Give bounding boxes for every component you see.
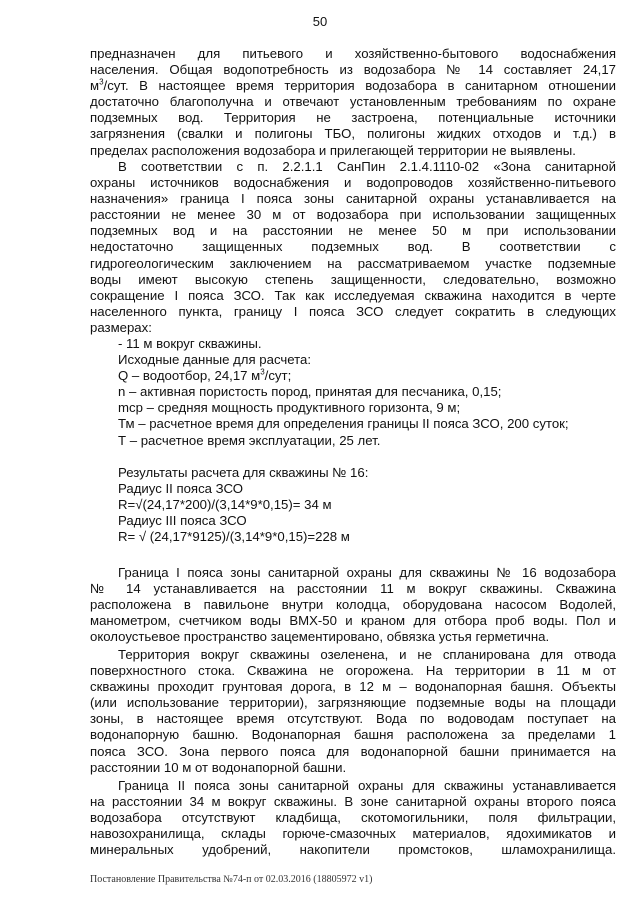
text-line: поверхностного стока. Скважина не огорожена. На территории в 11 м от (90, 663, 616, 679)
text-line: предназначен для питьевого и хозяйственно-бытового водоснабжения (90, 46, 616, 61)
text-line: размерах: (90, 319, 152, 335)
text-line: R=√(24,17*200)/(3,14*9*0,15)= 34 м (118, 497, 332, 513)
text-line: подземных вод. Территория не застроена, потенциальные источники (90, 110, 616, 126)
text-line: загрязнения (свалки и полигоны ТБО, полигоны жидких отходов и т.д.) в (90, 126, 616, 142)
paragraph-intro (90, 46, 616, 159)
text-line: манометром, счетчиком воды ВМХ-50 и краном для отбора проб воды. Пол и (90, 613, 616, 629)
text-line: Q – водоотбор, 24,17 $м^3$/сут; (118, 367, 292, 384)
text-line: Радиус II пояса ЗСО (118, 481, 243, 497)
text-line: недостаточно защищенных подземных вод. В соответствии с (90, 239, 616, 255)
text-line: водонапорную башню. Водонапорная башня расположена за пределами 1 (90, 727, 616, 743)
text-line: на расстоянии 34 м вокруг скважины. В зоне санитарной охраны второго пояса (90, 794, 616, 810)
text-line: навозохранилища, склады горюче-смазочных материалов, ядохимикатов и (90, 826, 616, 842)
text-line: охраны источников водоснабжения и водопроводов хозяйственно-питьевого (90, 175, 616, 191)
paragraph-zone1 (90, 565, 616, 645)
text-line: назначения» граница I пояса зоны санитарной охраны устанавливается на (90, 191, 616, 207)
text-line: населенного пункта, границу I пояса ЗСО следует сократить в следующих (90, 303, 616, 319)
text-line: водозабора отсутствуют кладбища, скотомогильники, поля фильтрации, (90, 810, 616, 826)
calc-initial-data (118, 336, 640, 449)
text-line: № 14 устанавливается на расстоянии 11 м вокруг скважины. Скважина (90, 581, 616, 597)
text-line: $м^3$/сут. В настоящее время территория водозабора в санитарном отношении (90, 77, 616, 94)
text-line: пояса ЗСО. Зона первого пояса для водонапорной башни принимается на (90, 743, 616, 759)
text-line: Т – расчетное время эксплуатации, 25 лет. (118, 432, 381, 448)
text-line: Территория вокруг скважины озеленена, и не спланирована для отвода (118, 647, 616, 662)
text-line: подземных вод и на расстоянии не менее 50 м при использовании (90, 223, 616, 239)
text-line: околоустьевое пространство зацементировано, обвязка устья герметична. (90, 629, 550, 645)
text-line: Граница II пояса зоны санитарной охраны для скважины устанавливается (118, 778, 616, 793)
text-line: зоны, в настоящее время отсутствуют. Вода по водоводам поступает на (90, 711, 616, 727)
calc-results (118, 465, 640, 545)
text-line: n – активная пористость пород, принятая для песчаника, 0,15; (118, 384, 502, 400)
text-line: минеральных удобрений, накопители промстоков, шламохранилища. (90, 842, 616, 858)
text-line: - 11 м вокруг скважины. (118, 336, 262, 351)
text-line: Исходные данные для расчета: (118, 352, 312, 368)
paragraph-zone2 (90, 778, 616, 858)
text-line: (или использование территории), загрязняющие подземные воды на площади (90, 695, 616, 711)
text-line: гидрогеологическим заключением на рассматриваемом участке подземные (90, 255, 616, 271)
text-line: скважины проходит грунтовая дорога, в 12 м – водонапорная башня. Объекты (90, 679, 616, 695)
text-line: расстоянии не менее 30 м от водозабора при использовании защищенных (90, 207, 616, 223)
text-line: Результаты расчета для скважины № 16: (118, 465, 369, 480)
text-line: воды имеют высокую степень защищенности, следовательно, возможно (90, 271, 616, 287)
text-line: расстоянии 10 м от водонапорной башни. (90, 759, 347, 775)
footer-note: Постановление Правительства №74-п от 02.03.2016 (18805972 v1) (90, 874, 373, 885)
text-line: населения. Общая водопотребность из водозабора № 14 составляет 24,17 (90, 62, 616, 78)
text-line: Радиус III пояса ЗСО (118, 513, 247, 529)
paragraph-sanpin (90, 159, 616, 336)
text-line: расположена в павильоне внутри колодца, оборудована насосом Водолей, (90, 597, 616, 613)
page-number: 50 (312, 14, 328, 29)
text-line: Граница I пояса зоны санитарной охраны для скважины № 16 водозабора (118, 565, 616, 580)
text-line: mср – средняя мощность продуктивного горизонта, 9 м; (118, 400, 461, 416)
text-line: В соответствии с п. 2.2.1.1 СанПин 2.1.4.1110-02 «Зона санитарной (118, 159, 616, 174)
text-line: пределах расположения водозабора и прилегающей территории не выявлены. (90, 142, 576, 158)
text-line: R= √ (24,17*9125)/(3,14*9*0,15)=228 м (118, 529, 350, 545)
text-line: достаточно благополучна и отвечают установленным требованиям по охране (90, 94, 616, 110)
text-line: сокращение I пояса ЗСО. Так как исследуемая скважина находится в черте (90, 287, 616, 303)
paragraph-territory (90, 647, 616, 776)
text-line: Тм – расчетное время для определения границы II пояса ЗСО, 200 суток; (118, 416, 569, 432)
